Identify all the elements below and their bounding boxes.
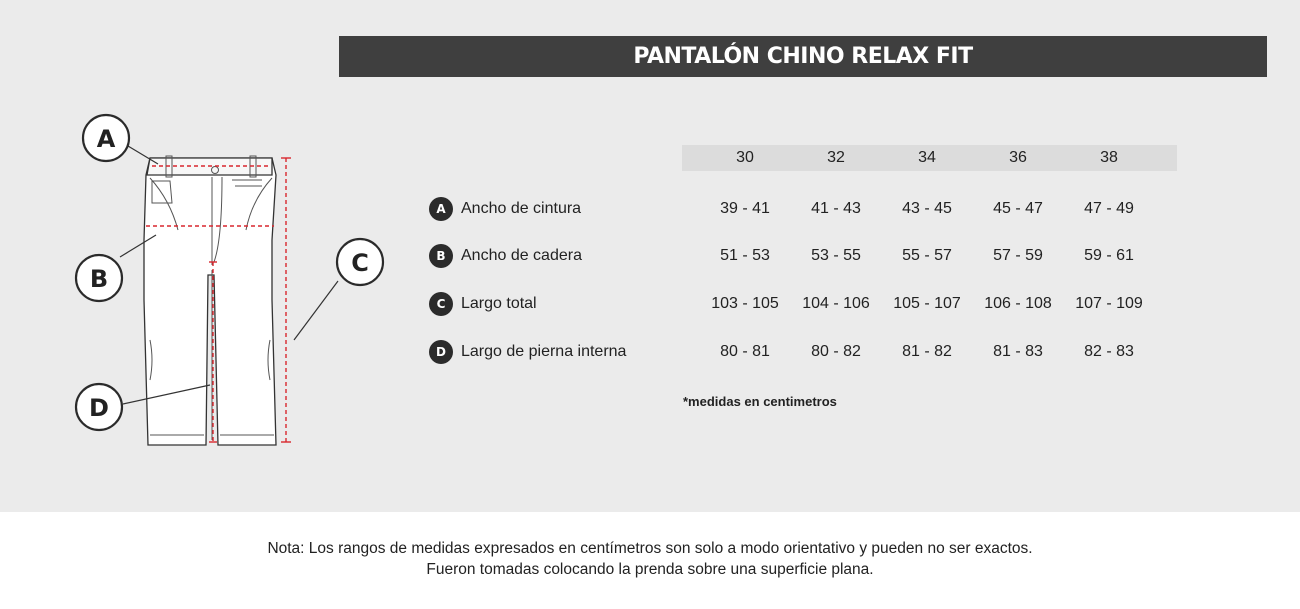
table-cell: 82 - 83 [1084,343,1134,360]
diagram-marker-a [83,115,129,161]
table-cell: 51 - 53 [720,247,770,264]
table-cell: 80 - 81 [720,343,770,360]
table-cell: 103 - 105 [711,295,779,312]
row-label-text: Ancho de cintura [461,200,582,217]
row-badge: A [429,197,453,221]
table-cell: 80 - 82 [811,343,861,360]
table-cell: 39 - 41 [720,200,770,217]
table-cell: 55 - 57 [902,247,952,264]
units-footnote: *medidas en centimetros [683,394,837,409]
table-cell: 41 - 43 [811,200,861,217]
size-header-38: 38 [1100,149,1118,166]
row-label-text: Largo de pierna interna [461,343,627,360]
size-header-34: 34 [918,149,936,166]
row-label-text: Ancho de cadera [461,247,582,264]
table-cell: 81 - 83 [993,343,1043,360]
table-cell: 59 - 61 [1084,247,1134,264]
svg-text:D: D [89,394,109,422]
table-cell: 47 - 49 [1084,200,1134,217]
diagram-marker-c [337,239,383,285]
table-cell: 81 - 82 [902,343,952,360]
row-label-waist [429,197,581,221]
disclaimer-line-1: Nota: Los rangos de medidas expresados en centímetros son solo a modo orientativo y pueden no ser exactos. [267,540,1033,557]
row-label-inseam [429,340,626,364]
table-cell: 107 - 109 [1075,295,1143,312]
table-cell: 53 - 55 [811,247,861,264]
pants-diagram [60,100,400,460]
table-cell: 43 - 45 [902,200,952,217]
row-badge: C [429,292,453,316]
size-header-30: 30 [736,149,754,166]
svg-text:A: A [96,125,116,153]
page-title: PANTALÓN CHINO RELAX FIT [339,36,1267,77]
row-badge: B [429,244,453,268]
svg-text:C: C [351,249,369,277]
table-cell: 57 - 59 [993,247,1043,264]
size-header-36: 36 [1009,149,1027,166]
table-cell: 45 - 47 [993,200,1043,217]
row-label-text: Largo total [461,295,537,312]
disclaimer-line-2: Fueron tomadas colocando la prenda sobre una superficie plana. [426,561,874,578]
row-label-hip [429,244,582,268]
size-header-32: 32 [827,149,845,166]
table-cell: 104 - 106 [802,295,870,312]
row-badge: D [429,340,453,364]
table-cell: 106 - 108 [984,295,1052,312]
diagram-marker-d [76,384,122,430]
diagram-marker-b [76,255,122,301]
row-label-total-length [429,292,537,316]
table-cell: 105 - 107 [893,295,961,312]
svg-text:B: B [89,265,109,293]
